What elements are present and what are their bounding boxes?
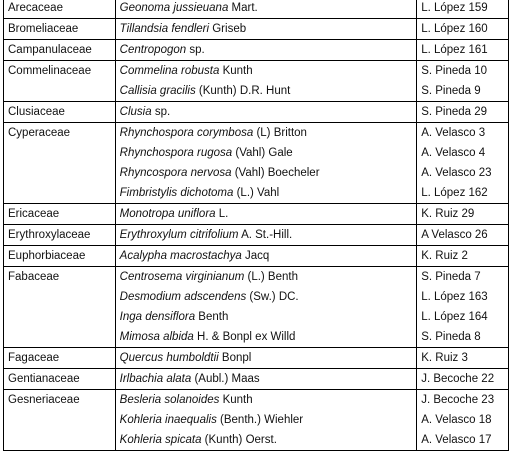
table-row bbox=[4, 102, 509, 123]
collector-cell: S. Pineda 10 bbox=[417, 61, 509, 82]
table-row bbox=[4, 123, 509, 144]
species-authority: sp. bbox=[151, 106, 171, 118]
species-authority: sp. bbox=[186, 44, 205, 56]
collector-cell: L. López 162 bbox=[417, 183, 509, 204]
table-row bbox=[4, 287, 509, 307]
collector-cell: L. López 163 bbox=[417, 287, 509, 307]
collector-cell: A. Velasco 3 bbox=[417, 123, 509, 144]
family-cell bbox=[4, 287, 116, 307]
species-authority: Jacq bbox=[241, 250, 270, 262]
collector-cell: K. Ruiz 2 bbox=[417, 246, 509, 267]
species-epithet: Rhynchospora corymbosa bbox=[119, 127, 254, 139]
collector-cell: L. López 159 bbox=[417, 0, 509, 19]
species-epithet: Monotropa uniflora bbox=[119, 208, 216, 220]
collector-cell: S. Pineda 7 bbox=[417, 267, 509, 288]
family-cell: Arecaceae bbox=[4, 0, 116, 19]
collector-cell: K. Ruiz 29 bbox=[417, 204, 509, 225]
family-cell: Clusiaceae bbox=[4, 102, 116, 123]
species-authority: Kunth bbox=[219, 65, 253, 77]
table-row bbox=[4, 143, 509, 163]
table-row bbox=[4, 348, 509, 369]
collector-cell: A. Velasco 18 bbox=[417, 410, 509, 430]
table-row bbox=[4, 410, 509, 430]
table-row bbox=[4, 19, 509, 40]
table-row bbox=[4, 430, 509, 451]
table-row bbox=[4, 40, 509, 61]
species-cell bbox=[115, 204, 417, 225]
species-cell bbox=[115, 183, 417, 204]
family-cell: Fagaceae bbox=[4, 348, 116, 369]
species-cell bbox=[115, 327, 417, 348]
species-authority: Benth bbox=[195, 311, 229, 323]
species-epithet: Erythroxylum citrifolium bbox=[119, 229, 239, 241]
species-epithet: Centropogon bbox=[119, 44, 187, 56]
species-cell bbox=[115, 369, 417, 390]
table-row bbox=[4, 0, 509, 19]
species-epithet: Besleria solanoides bbox=[119, 394, 220, 406]
species-cell bbox=[115, 267, 417, 288]
family-cell bbox=[4, 307, 116, 327]
species-cell bbox=[115, 102, 417, 123]
species-authority: (Vahl) Gale bbox=[232, 147, 293, 159]
family-cell bbox=[4, 81, 116, 102]
species-cell bbox=[115, 143, 417, 163]
family-cell: Commelinaceae bbox=[4, 61, 116, 82]
table-row bbox=[4, 163, 509, 183]
collector-cell: S. Pineda 29 bbox=[417, 102, 509, 123]
species-epithet: Tillandsia fendleri bbox=[119, 23, 210, 35]
collector-cell: A. Velasco 17 bbox=[417, 430, 509, 451]
family-cell bbox=[4, 410, 116, 430]
species-authority: Mart. bbox=[228, 2, 258, 14]
species-authority: (L) Britton bbox=[253, 127, 307, 139]
species-cell bbox=[115, 348, 417, 369]
species-epithet: Geonoma jussieuana bbox=[119, 2, 229, 14]
species-authority: Griseb bbox=[209, 23, 247, 35]
species-epithet: Acalypha macrostachya bbox=[119, 250, 242, 262]
species-cell bbox=[115, 225, 417, 246]
species-cell bbox=[115, 390, 417, 411]
family-cell bbox=[4, 143, 116, 163]
species-epithet: Rhyncospora nervosa bbox=[119, 167, 232, 179]
specimen-table-body bbox=[4, 0, 509, 451]
collector-cell: A. Velasco 23 bbox=[417, 163, 509, 183]
species-cell bbox=[115, 19, 417, 40]
table-row bbox=[4, 327, 509, 348]
collector-cell: L. López 160 bbox=[417, 19, 509, 40]
family-cell: Bromeliaceae bbox=[4, 19, 116, 40]
table-row bbox=[4, 246, 509, 267]
collector-cell: L. López 164 bbox=[417, 307, 509, 327]
family-cell: Gentianaceae bbox=[4, 369, 116, 390]
table-row bbox=[4, 267, 509, 288]
collector-cell: S. Pineda 9 bbox=[417, 81, 509, 102]
species-cell bbox=[115, 246, 417, 267]
species-epithet: Rhynchospora rugosa bbox=[119, 147, 233, 159]
collector-cell: K. Ruiz 3 bbox=[417, 348, 509, 369]
species-authority: (Vahl) Boecheler bbox=[231, 167, 320, 179]
species-cell bbox=[115, 40, 417, 61]
species-cell bbox=[115, 123, 417, 144]
species-epithet: Centrosema virginianum bbox=[119, 271, 245, 283]
species-epithet: Quercus humboldtii bbox=[119, 352, 219, 364]
species-epithet: Callisia gracilis bbox=[119, 85, 196, 97]
species-epithet: Inga densiflora bbox=[119, 311, 196, 323]
family-cell: Ericaceae bbox=[4, 204, 116, 225]
species-cell bbox=[115, 81, 417, 102]
species-cell bbox=[115, 61, 417, 82]
family-cell: Cyperaceae bbox=[4, 123, 116, 144]
species-epithet: Irlbachia alata bbox=[119, 373, 192, 385]
family-cell: Campanulaceae bbox=[4, 40, 116, 61]
family-cell: Euphorbiaceae bbox=[4, 246, 116, 267]
table-row bbox=[4, 390, 509, 411]
table-row bbox=[4, 307, 509, 327]
collector-cell: J. Becoche 22 bbox=[417, 369, 509, 390]
species-epithet: Kohleria inaequalis bbox=[119, 414, 217, 426]
species-authority: (L.) Vahl bbox=[233, 187, 280, 199]
family-cell bbox=[4, 430, 116, 451]
species-cell bbox=[115, 307, 417, 327]
species-authority: H. & Bonpl ex Willd bbox=[193, 331, 296, 343]
species-epithet: Clusia bbox=[119, 106, 152, 118]
species-authority: (Sw.) DC. bbox=[246, 291, 299, 303]
table-row bbox=[4, 204, 509, 225]
species-cell bbox=[115, 430, 417, 451]
family-cell: Gesneriaceae bbox=[4, 390, 116, 411]
species-epithet: Kohleria spicata bbox=[119, 434, 202, 446]
species-cell bbox=[115, 410, 417, 430]
species-authority: (Kunth) D.R. Hunt bbox=[195, 85, 291, 97]
species-epithet: Commelina robusta bbox=[119, 65, 220, 77]
collector-cell: A. Velasco 4 bbox=[417, 143, 509, 163]
collector-cell: S. Pineda 8 bbox=[417, 327, 509, 348]
table-row bbox=[4, 183, 509, 204]
family-cell: Erythroxylaceae bbox=[4, 225, 116, 246]
species-authority: (Aubl.) Maas bbox=[191, 373, 260, 385]
collector-cell: J. Becoche 23 bbox=[417, 390, 509, 411]
species-authority: Kunth bbox=[219, 394, 253, 406]
species-authority: (Benth.) Wiehler bbox=[216, 414, 304, 426]
species-cell bbox=[115, 163, 417, 183]
collector-cell: L. López 161 bbox=[417, 40, 509, 61]
family-cell: Fabaceae bbox=[4, 267, 116, 288]
table-row bbox=[4, 61, 509, 82]
table-row bbox=[4, 369, 509, 390]
collector-cell: A Velasco 26 bbox=[417, 225, 509, 246]
species-authority: A. St.-Hill. bbox=[238, 229, 293, 241]
table-row bbox=[4, 81, 509, 102]
species-cell bbox=[115, 287, 417, 307]
species-authority: Bonpl bbox=[218, 352, 252, 364]
species-epithet: Desmodium adscendens bbox=[119, 291, 247, 303]
specimen-table bbox=[3, 0, 509, 451]
species-cell bbox=[115, 0, 417, 19]
species-authority: L. bbox=[215, 208, 229, 220]
species-epithet: Mimosa albida bbox=[119, 331, 194, 343]
table-row bbox=[4, 225, 509, 246]
species-epithet: Fimbristylis dichotoma bbox=[119, 187, 234, 199]
species-authority: (L.) Benth bbox=[244, 271, 298, 283]
species-authority: (Kunth) Oerst. bbox=[201, 434, 277, 446]
family-cell bbox=[4, 163, 116, 183]
family-cell bbox=[4, 327, 116, 348]
family-cell bbox=[4, 183, 116, 204]
